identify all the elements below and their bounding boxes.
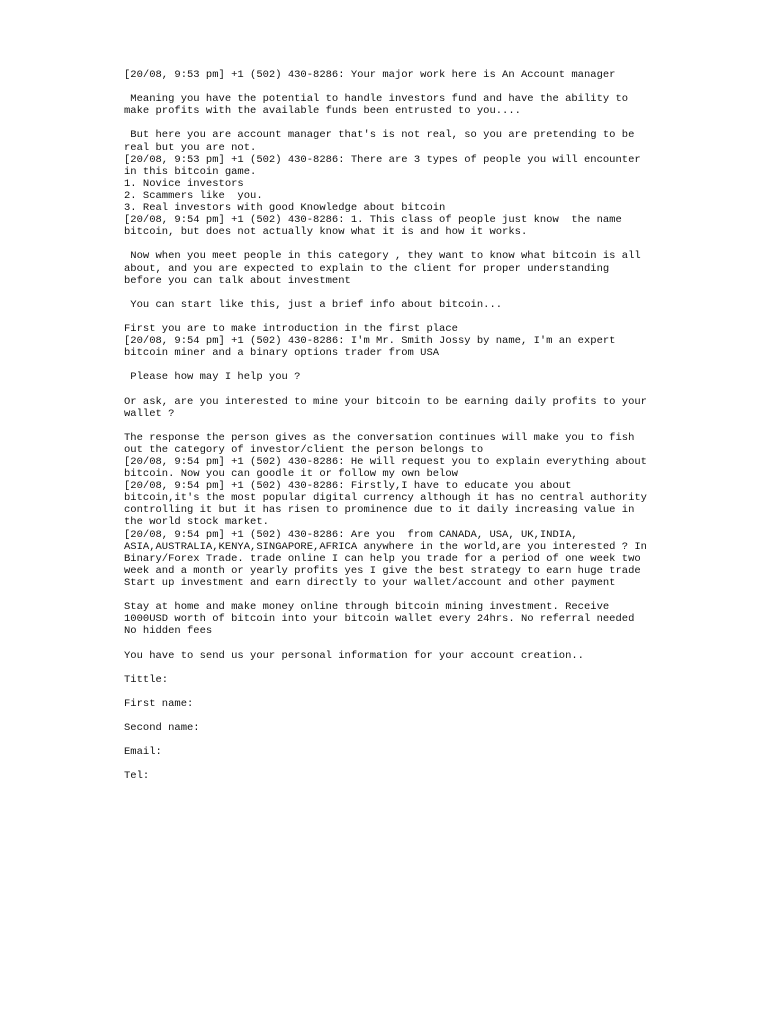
- document-line: bitcoin miner and a binary options trader from USA: [124, 347, 440, 360]
- document-line: No hidden fees: [124, 625, 213, 638]
- document-line: [124, 287, 654, 299]
- document-line: [124, 238, 654, 250]
- document-line: [124, 710, 654, 722]
- document-line: Tittle:: [124, 673, 169, 686]
- document-line: wallet ?: [124, 407, 175, 420]
- document-line: 3. Real investors with good Knowledge about bitcoin: [124, 202, 446, 215]
- document-line: 1000USD worth of bitcoin into your bitcoin wallet every 24hrs. No referral needed: [124, 613, 635, 626]
- document-line: The response the person gives as the conversation continues will make you to fish: [124, 431, 635, 444]
- document-line: Binary/Forex Trade. trade online I can help you trade for a period of one week two: [124, 552, 641, 565]
- document-line: 2. Scammers like you.: [124, 189, 263, 202]
- document-line: Second name:: [124, 722, 200, 735]
- document-line: bitcoin, but does not actually know what it is and how it works.: [124, 226, 528, 239]
- document-line: [20/08, 9:54 pm] +1 (502) 430-8286: Are you from CANADA, USA, UK,INDIA,: [124, 528, 578, 541]
- document-line: Tel:: [124, 770, 150, 783]
- document-text: [124, 69, 654, 783]
- document-page: [124, 69, 654, 783]
- document-line: ASIA,AUSTRALIA,KENYA,SINGAPORE,AFRICA anywhere in the world,are you interested ? In: [124, 540, 647, 553]
- document-line: Please how may I help you ?: [124, 371, 301, 384]
- document-line: 1. Novice investors: [124, 177, 244, 190]
- document-line: [124, 383, 654, 395]
- document-line: week and a month or yearly profits yes I give the best strategy to earn huge trade: [124, 564, 641, 577]
- document-line: bitcoin,it's the most popular digital currency although it has no central authority: [124, 492, 647, 505]
- document-line: [124, 359, 654, 371]
- document-line: [124, 311, 654, 323]
- document-line: [124, 734, 654, 746]
- document-line: Stay at home and make money online through bitcoin mining investment. Receive: [124, 601, 610, 614]
- document-line: Meaning you have the potential to handle investors fund and have the ability to: [124, 93, 629, 106]
- document-line: First name:: [124, 697, 194, 710]
- document-line: First you are to make introduction in the first place: [124, 322, 458, 335]
- document-line: [20/08, 9:53 pm] +1 (502) 430-8286: Your major work here is An Account manager: [124, 69, 616, 81]
- document-line: [20/08, 9:54 pm] +1 (502) 430-8286: He will request you to explain everything about: [124, 456, 647, 468]
- document-line: You have to send us your personal information for your account creation..: [124, 649, 584, 662]
- document-line: [124, 81, 654, 93]
- document-line: [20/08, 9:54 pm] +1 (502) 430-8286: 1. This class of people just know the name: [124, 214, 622, 227]
- document-line: [124, 637, 654, 649]
- document-line: about, and you are expected to explain to the client for proper understanding: [124, 262, 610, 275]
- document-line: You can start like this, just a brief info about bitcoin...: [124, 298, 503, 311]
- document-line: real but you are not.: [124, 141, 257, 154]
- document-line: Or ask, are you interested to mine your bitcoin to be earning daily profits to your: [124, 395, 647, 408]
- document-line: out the category of investor/client the person belongs to: [124, 443, 484, 456]
- document-line: [124, 662, 654, 674]
- document-line: controlling it but it has risen to prominence due to it daily increasing value in: [124, 504, 635, 517]
- document-line: make profits with the available funds been entrusted to you....: [124, 105, 521, 118]
- document-line: But here you are account manager that's is not real, so you are pretending to be: [124, 129, 635, 142]
- document-line: in this bitcoin game.: [124, 165, 257, 178]
- document-line: Now when you meet people in this category , they want to know what bitcoin is all: [124, 250, 641, 263]
- document-line: Email:: [124, 746, 162, 759]
- document-line: before you can talk about investment: [124, 274, 351, 287]
- document-line: [124, 420, 654, 432]
- document-line: Start up investment and earn directly to your wallet/account and other payment: [124, 576, 616, 589]
- document-line: bitcoin. Now you can goodle it or follow my own below: [124, 468, 458, 481]
- document-line: [20/08, 9:54 pm] +1 (502) 430-8286: I'm Mr. Smith Jossy by name, I'm an expert: [124, 335, 616, 348]
- document-line: [20/08, 9:53 pm] +1 (502) 430-8286: There are 3 types of people you will encounter: [124, 153, 641, 166]
- document-line: [124, 758, 654, 770]
- document-line: [20/08, 9:54 pm] +1 (502) 430-8286: Firstly,I have to educate you about: [124, 480, 572, 493]
- document-line: [124, 686, 654, 698]
- document-line: [124, 589, 654, 601]
- document-line: [124, 117, 654, 129]
- document-line: the world stock market.: [124, 516, 269, 529]
